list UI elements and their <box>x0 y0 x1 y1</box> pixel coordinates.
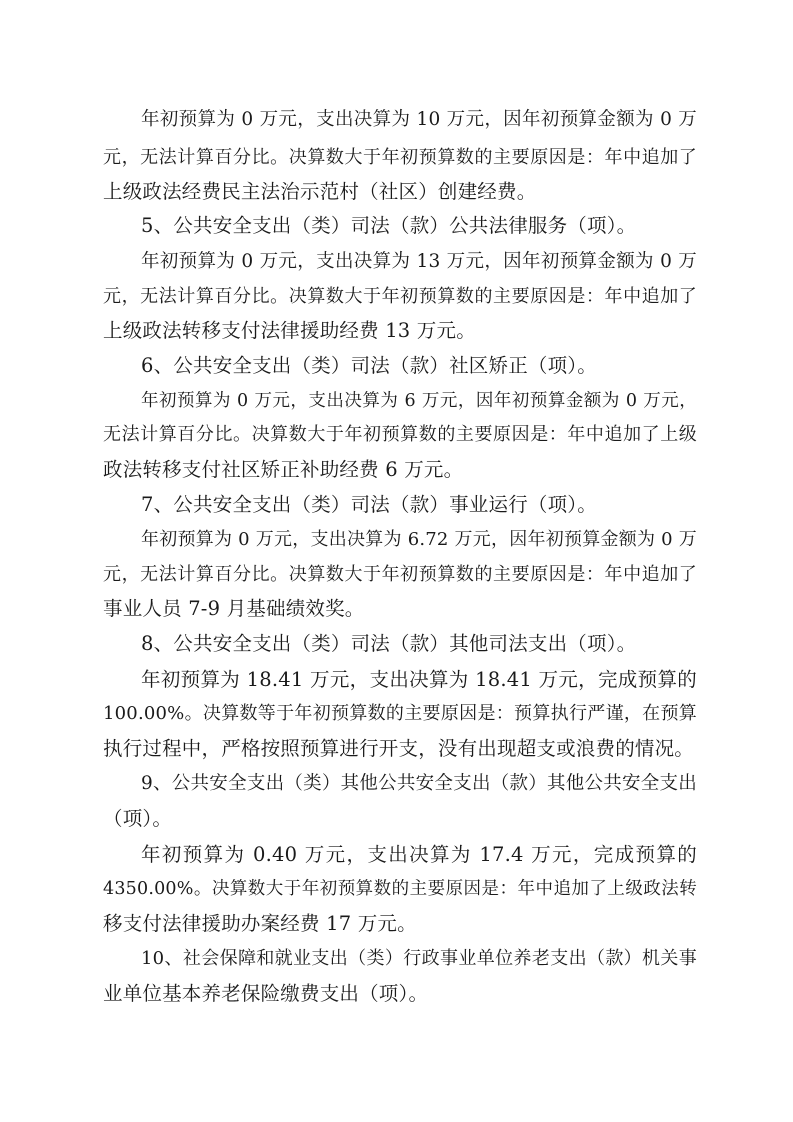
paragraph-line: 上级政法经费民主法治示范村（社区）创建经费。 <box>103 180 537 203</box>
paragraph-line: 年初预算为 0 万元，支出决算为 6.72 万元，因年初预算金额为 0 万 <box>141 529 697 550</box>
paragraph-line: 元，无法计算百分比。决算数大于年初预算数的主要原因是：年中追加了 <box>103 564 697 585</box>
section-heading: 8、公共安全支出（类）司法（款）其他司法支出（项）。 <box>141 632 637 655</box>
paragraph-line: 年初预算为 0 万元，支出决算为 6 万元，因年初预算金额为 0 万元， <box>141 391 697 411</box>
section-heading: 9、公共安全支出（类）其他公共安全支出（款）其他公共安全支出 <box>141 773 697 794</box>
section-heading-continued: 业单位基本养老保险缴费支出（项）。 <box>103 982 429 1005</box>
paragraph-line: 移支付法律援助办案经费 17 万元。 <box>103 912 417 935</box>
paragraph-line: 元，无法计算百分比。决算数大于年初预算数的主要原因是：年中追加了 <box>103 147 697 168</box>
paragraph-line: 执行过程中，严格按照预算进行开支，没有出现超支或浪费的情况。 <box>103 737 695 760</box>
paragraph-line: 年初预算为 18.41 万元，支出决算为 18.41 万元，完成预算的 <box>141 668 697 691</box>
paragraph-line: 元，无法计算百分比。决算数大于年初预算数的主要原因是：年中追加了 <box>103 286 697 307</box>
section-heading: 10、社会保障和就业支出（类）行政事业单位养老支出（款）机关事 <box>141 948 697 969</box>
section-heading: 5、公共安全支出（类）司法（款）公共法律服务（项）。 <box>141 214 637 237</box>
section-heading-continued: （项）。 <box>103 807 173 830</box>
paragraph-line: 年初预算为 0 万元，支出决算为 13 万元，因年初预算金额为 0 万 <box>141 251 697 272</box>
paragraph-line: 事业人员 7-9 月基础绩效奖。 <box>103 597 365 620</box>
paragraph-line: 无法计算百分比。决算数大于年初预算数的主要原因是：年中追加了上级 <box>103 424 697 445</box>
paragraph-line: 100.00%。决算数等于年初预算数的主要原因是：预算执行严谨，在预算 <box>103 703 697 724</box>
paragraph-line: 年初预算为 0 万元，支出决算为 10 万元，因年初预算金额为 0 万 <box>141 109 697 130</box>
section-heading: 6、公共安全支出（类）司法（款）社区矫正（项）。 <box>141 354 597 377</box>
paragraph-line: 政法转移支付社区矫正补助经费 6 万元。 <box>103 458 464 481</box>
paragraph-line: 年初预算为 0.40 万元，支出决算为 17.4 万元，完成预算的 <box>141 843 697 866</box>
paragraph-line: 4350.00%。决算数大于年初预算数的主要原因是：年中追加了上级政法转 <box>103 879 697 899</box>
paragraph-line: 上级政法转移支付法律援助经费 13 万元。 <box>103 319 476 342</box>
section-heading: 7、公共安全支出（类）司法（款）事业运行（项）。 <box>141 493 597 516</box>
